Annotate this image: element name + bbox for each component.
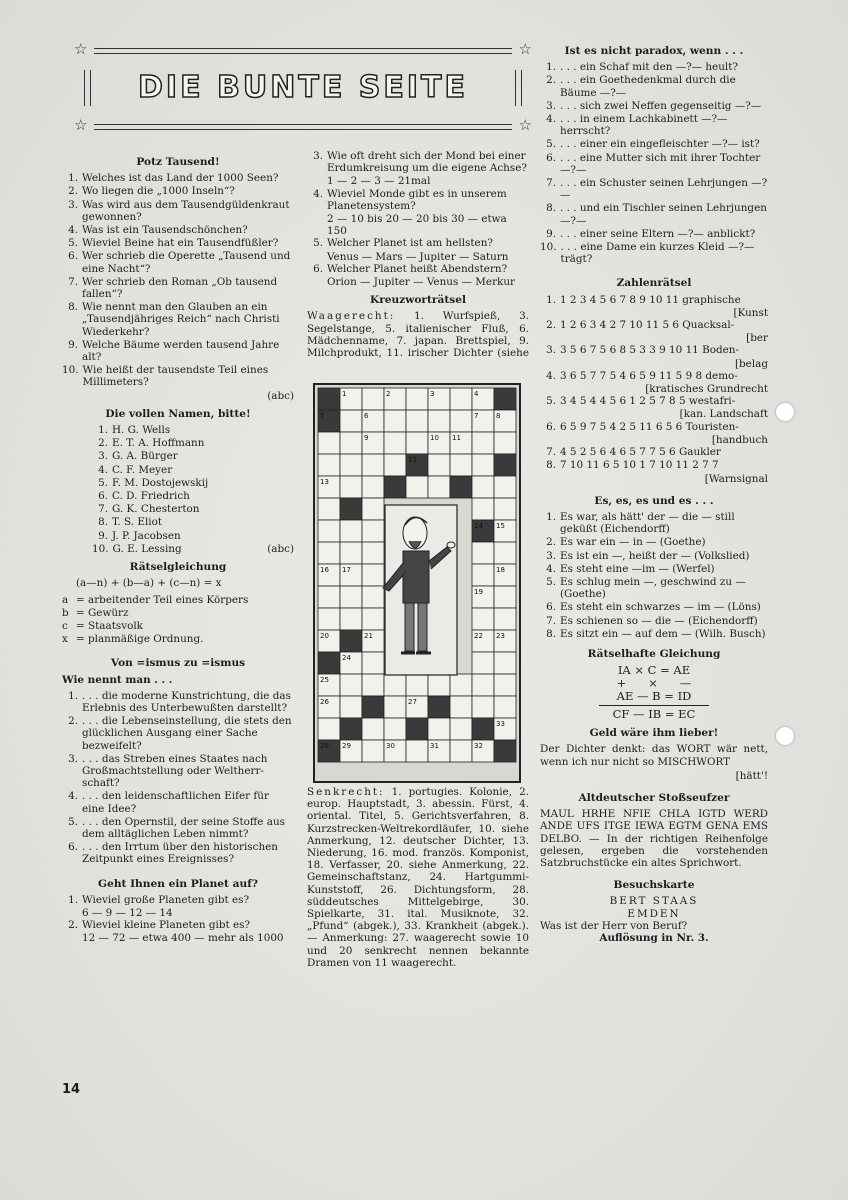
- list-item: 4. Was ist ein Tausendschönchen?: [68, 224, 248, 237]
- list-item: 9. Welche Bäume werden tausend Jahre alt?: [68, 338, 280, 364]
- crossword-cell: [406, 388, 428, 410]
- crossword-number: 9: [364, 434, 369, 442]
- crossword-number: 15: [496, 522, 505, 530]
- header-banner: [72, 40, 534, 138]
- definitions: a = arbeitender Teil eines Körpers b = Gewürz c = Staatsvolk x = planmäßige Ordnung.: [62, 593, 249, 646]
- crossword-cell: [318, 542, 340, 564]
- column-middle: [307, 150, 529, 360]
- list-item: 7. Es schienen so — die — (Eichendorff): [546, 614, 758, 627]
- crossword-cell: [340, 586, 362, 608]
- crossword-cell: [472, 476, 494, 498]
- crossword-cell: [494, 674, 516, 696]
- ismus-subheading: Wie nennt man . . .: [62, 673, 173, 686]
- crossword-cell-black: [494, 740, 516, 762]
- crossword-cell: [318, 520, 340, 542]
- list-item: 1. . . . die moderne Kunstrichtung, die das Erlebnis des Unterbewußten darstellt?: [68, 689, 291, 714]
- crossword-number: 18: [496, 566, 505, 574]
- zahlen-heading: Zahlenrätsel: [616, 277, 692, 290]
- crossword-number: 23: [496, 632, 505, 640]
- list-item: 1. . . . ein Schaf mit den —?— heult?: [546, 61, 738, 74]
- crossword-number: 24: [342, 654, 351, 662]
- potz-list: [62, 172, 294, 402]
- ismus-heading: Von =ismus zu =ismus: [110, 657, 246, 670]
- crossword-cell-black: [318, 652, 340, 674]
- crossword-cell: [362, 542, 384, 564]
- crossword-cell: [428, 476, 450, 498]
- star-icon: ☆: [518, 40, 532, 58]
- crossword-cell: [406, 432, 428, 454]
- list-item: 1. Es war, als hätt' der — die — still geküßt (Eichendorff): [546, 510, 735, 536]
- crossword-cell: [340, 674, 362, 696]
- list-item: 9. J. P. Jacobsen: [98, 529, 181, 542]
- crossword-cell-black: [450, 476, 472, 498]
- crossword-cell: [362, 498, 384, 520]
- crossword-cell-black: [340, 630, 362, 652]
- puzzle-equation: IA × C = AE + × — AE — B = ID CF — IB = EC: [540, 664, 768, 721]
- crossword-cell: [472, 542, 494, 564]
- crossword-number: 30: [386, 742, 395, 750]
- crossword-cell: [362, 564, 384, 586]
- crossword-cell: [318, 608, 340, 630]
- crossword-cell: [362, 674, 384, 696]
- credit: (abc): [267, 542, 294, 555]
- list-item: 5. . . . den Opernstil, der seine Stoffe aus dem alltäglichen Leben nimmt?: [68, 815, 285, 840]
- crossword-cell: [340, 520, 362, 542]
- crossword-cell: [472, 564, 494, 586]
- crossword-cell: [340, 542, 362, 564]
- crossword-cell: [318, 432, 340, 454]
- crossword-number: 20: [320, 632, 329, 640]
- crossword-cell: [406, 476, 428, 498]
- card-city: EMDEN: [627, 907, 681, 920]
- crossword-number: 5: [320, 412, 325, 420]
- crossword-cell: [340, 696, 362, 718]
- crossword-number: 16: [320, 566, 329, 574]
- crossword-cell: [494, 652, 516, 674]
- crossword-cell: [406, 740, 428, 762]
- banner-right-bar: [515, 70, 522, 106]
- punch-hole: [776, 403, 794, 421]
- crossword-cell: [340, 432, 362, 454]
- column-right: [540, 45, 768, 944]
- paradox-list: [540, 61, 768, 265]
- crossword-cell: [450, 388, 472, 410]
- list-item: 3. G. A. Bürger: [98, 450, 178, 463]
- list-item: 7. . . . ein Schuster seinen Lehrjungen —?—: [546, 177, 768, 202]
- stoss-text: MAUL HRHE NFIE CHLA IGTD WERD ANDE UFS ITGE IEWA EGTM GENA EMS DELBO. — In der richtigen Reihenfolge gelesen, ergeben die vorstehenden Satzbruchstücke ein altes Sprichwort.: [540, 808, 768, 869]
- equation: (a—n) + (b—a) + (c—n) = x: [76, 577, 222, 590]
- crossword-cell: [472, 696, 494, 718]
- crossword-cell: [428, 410, 450, 432]
- crossword-cell-black: [472, 718, 494, 740]
- star-icon: ☆: [74, 116, 88, 134]
- crossword-number: 29: [342, 742, 351, 750]
- crossword-cell: [384, 432, 406, 454]
- crossword-cell: [384, 410, 406, 432]
- crossword-cell: [362, 586, 384, 608]
- crossword-cell: [450, 696, 472, 718]
- card-question: Was ist der Herr von Beruf?: [540, 919, 688, 932]
- crossword-cell: [362, 608, 384, 630]
- star-icon: ☆: [74, 40, 88, 58]
- crossword-cell: [472, 454, 494, 476]
- crossword-cell: [450, 410, 472, 432]
- crossword-cell: [428, 674, 450, 696]
- crossword-number: 25: [320, 676, 329, 684]
- list-item: 3. Es ist ein —, heißt der — (Volkslied): [546, 549, 750, 562]
- caricature-image: [383, 505, 457, 675]
- crossword-cell: [494, 476, 516, 498]
- crossword-cell: [384, 718, 406, 740]
- list-item: 8. Wie nennt man den Glauben an ein „Tausendjähriges Reich“ nach Christi Wiederkehr?: [68, 301, 280, 338]
- crossword-cell: [362, 388, 384, 410]
- crossword-cell: [450, 718, 472, 740]
- list-item: 4. . . . in einem Lachkabinett —?— herrscht?: [546, 113, 728, 138]
- list-item: 8. . . . und ein Tischler seinen Lehrjungen —?—: [546, 202, 767, 227]
- list-item: 5. 3 4 5 4 4 5 6 1 2 5 7 8 5 westafri- [kan. Landschaft: [546, 395, 768, 421]
- list-item: 8. Es sitzt ein — auf dem — (Wilh. Busch): [546, 627, 766, 640]
- crossword-cell: [318, 718, 340, 740]
- crossword-cell: [362, 718, 384, 740]
- names-heading: Die vollen Namen, bitte!: [105, 407, 251, 420]
- planet-answers: Venus — Mars — Jupiter — Saturn: [327, 250, 509, 263]
- es-heading: Es, es, es und es . . .: [594, 494, 714, 507]
- crossword-number: 7: [474, 412, 479, 420]
- list-item: 3. . . . das Streben eines Staates nach Großmachtstellung oder Weltherrschaft?: [68, 752, 268, 790]
- list-item: 1. Welches ist das Land der 1000 Seen?: [68, 172, 279, 185]
- list-item: 2. 1 2 6 3 4 2 7 10 11 5 6 Quacksal- [ber: [546, 319, 768, 345]
- besuch-heading: Besuchskarte: [613, 879, 695, 892]
- list-item: 5. Wieviel Beine hat ein Tausendfüßler?: [68, 237, 279, 250]
- crossword-number: 3: [430, 390, 435, 398]
- crossword-cell: [318, 586, 340, 608]
- planet-answers: Orion — Jupiter — Venus — Merkur: [327, 276, 515, 289]
- crossword-number: 17: [342, 566, 351, 574]
- list-item: 6. Welcher Planet heißt Abendstern?: [313, 262, 508, 275]
- potz-heading: Potz Tausend!: [136, 156, 220, 168]
- crossword-cell: [406, 674, 428, 696]
- crossword-cell-black: [340, 718, 362, 740]
- crossword-cell: [472, 432, 494, 454]
- list-item: 2. Es war ein — in — (Goethe): [546, 536, 706, 549]
- list-item: 2. . . . die Lebenseinstellung, die stets den glücklichen Ausgang einer Sache bezweifelt?: [68, 715, 292, 752]
- list-item: 7. G. K. Chesterton: [98, 503, 200, 516]
- crossword-number: 4: [474, 390, 479, 398]
- crossword-number: 2: [386, 390, 391, 398]
- list-item: 5. Welcher Planet ist am hellsten?: [313, 237, 493, 250]
- crossword-cell: [318, 454, 340, 476]
- list-item: 3. 3 5 6 7 5 6 8 5 3 3 9 10 11 Boden- [belag: [546, 344, 768, 370]
- planet-heading: Geht Ihnen ein Planet auf?: [98, 877, 258, 890]
- crossword-cell-black: [362, 696, 384, 718]
- gleichung-heading: Rätselhafte Gleichung: [587, 647, 721, 660]
- crossword-number: 13: [320, 478, 329, 486]
- credit: (abc): [267, 389, 294, 402]
- planet-answers: 1 — 2 — 3 — 21mal: [327, 175, 431, 188]
- list-item: 4. C. F. Meyer: [98, 463, 173, 476]
- crossword-cell: [494, 608, 516, 630]
- list-item: 8. T. S. Eliot: [98, 516, 163, 529]
- crossword-cell: [472, 608, 494, 630]
- crossword-cell: [494, 696, 516, 718]
- crossword-cell: [362, 476, 384, 498]
- crossword-cell-black: [406, 718, 428, 740]
- list-item: 5. Es schlug mein —, geschwind zu — (Goethe): [546, 575, 746, 601]
- crossword-cell: [384, 674, 406, 696]
- planet-answers: 12 — 72 — etwa 400 — mehr als 1000: [82, 932, 284, 945]
- crossword-number: 12: [408, 456, 417, 464]
- crossword-number: 1: [342, 390, 347, 398]
- list-item: 10. Wie heißt der tausendste Teil eines Millimeters?: [62, 364, 269, 389]
- column-middle-lower: [307, 786, 529, 971]
- planet-answers: 2 — 10 bis 20 — 20 bis 30 — etwa 150: [327, 213, 507, 238]
- equation-divider: [599, 705, 709, 706]
- list-item: 5. F. M. Dostojewskij: [98, 476, 209, 489]
- list-item: 1. H. G. Wells: [98, 424, 171, 437]
- list-item: 1. 1 2 3 4 5 6 7 8 9 10 11 graphische [Kunst: [546, 293, 768, 319]
- page-number: 14: [62, 1082, 81, 1097]
- crossword-cell: [362, 740, 384, 762]
- planet-answers: 6 — 9 — 12 — 14: [82, 906, 173, 919]
- crossword-cell: [494, 542, 516, 564]
- list-item: 6. 6 5 9 7 5 4 2 5 11 6 5 6 Touristen- [handbuch: [546, 420, 768, 446]
- senkrecht-clues: Senkrecht: 1. portugies. Kolonie, 2. europ. Hauptstadt, 3. abessin. Fürst, 4. oriental. Titel, 5. Gerichtsverfahren, 8. Kurzstrecken-Weltrekordläufer, 10. siehe Anmerkung, 12. deutscher Dichter, 13. Niederung, 16. mod. französ. Komponist, 18. Verfasser, 20. siehe Anmerkung, 22. Gemeinschaftstanz, 24. Hartgummi-Kunststoff, 26. Dichtungsform, 28. süddeutsches Mittelgebirge, 30. Spielkarte, 31. ital. Musiknote, 32. „Pfund“ (abgek.), 33. Krankheit (abgek.). — Anmerkung: 27. waagerecht sowie 10 und 20 senkrecht nennen bekannte Dramen von 11 waagerecht.: [307, 786, 529, 969]
- crossword-cell: [384, 454, 406, 476]
- paradox-heading: Ist es nicht paradox, wenn . . .: [564, 45, 744, 57]
- list-item: 6. Wer schrieb die Operette „Tausend und eine Nacht“?: [68, 250, 291, 275]
- crossword-cell-black: [494, 454, 516, 476]
- crossword-cell-black: [428, 696, 450, 718]
- list-item: 8. 7 10 11 6 5 10 1 7 10 11 2 7 7 [Warnsignal: [546, 459, 768, 485]
- list-item: 9. . . . einer seine Eltern —?— anblickt?: [546, 227, 756, 240]
- kreuz-heading: Kreuzworträtsel: [370, 294, 466, 307]
- list-item: 2. E. T. A. Hoffmann: [98, 437, 205, 450]
- list-item: 10. . . . eine Dame ein kurzes Kleid —?— trägt?: [540, 241, 755, 266]
- list-item: 10. G. E. Lessing (abc): [92, 542, 294, 555]
- list-item: 4. 3 6 5 7 7 5 4 6 5 9 11 5 9 8 demo- [kratisches Grundrecht: [546, 369, 768, 396]
- crossword-cell: [472, 674, 494, 696]
- page-title: DIE BUNTE SEITE: [138, 70, 468, 105]
- crossword-cell: [428, 454, 450, 476]
- list-item: 7. Wer schrieb den Roman „Ob tausend fallen“?: [68, 275, 278, 301]
- crossword-cell: [428, 718, 450, 740]
- list-item: 2. Wo liegen die „1000 Inseln“?: [68, 185, 235, 198]
- crossword-cell: [384, 696, 406, 718]
- crossword-cell-black: [384, 476, 406, 498]
- raetselgleichung-heading: Rätselgleichung: [129, 561, 227, 574]
- crossword-cell: [450, 674, 472, 696]
- geld-heading: Geld wäre ihm lieber!: [589, 727, 719, 740]
- crossword-number: 28: [320, 742, 329, 750]
- crossword-cell: [318, 498, 340, 520]
- ismus-list: [62, 690, 294, 866]
- crossword-number: 22: [474, 632, 483, 640]
- crossword-number: 14: [474, 522, 483, 530]
- list-item: 6. . . . den Irrtum über den historischen Zeitpunkt eines Ereignisses?: [68, 841, 278, 866]
- crossword-cell: [362, 652, 384, 674]
- crossword-number: 33: [496, 720, 505, 728]
- crossword-number: 10: [430, 434, 439, 442]
- crossword-cell: [494, 432, 516, 454]
- crossword-cell: [340, 410, 362, 432]
- crossword-number: 8: [496, 412, 501, 420]
- crossword-cell: [472, 498, 494, 520]
- list-item: 2. Wieviel kleine Planeten gibt es?: [68, 919, 251, 932]
- list-item: 6. C. D. Friedrich: [98, 490, 190, 503]
- crossword-cell: [362, 454, 384, 476]
- crossword-cell: [362, 520, 384, 542]
- banner-top-rule: [94, 48, 512, 54]
- list-item: 3. Wie oft dreht sich der Mond bei einer Erdumkreisung um die eigene Achse?: [313, 150, 527, 175]
- crossword-cell: [494, 498, 516, 520]
- crossword-cell: [340, 454, 362, 476]
- list-item: 6. . . . eine Mutter sich mit ihrer Tochter —?—: [546, 151, 761, 176]
- names-list: [62, 424, 294, 555]
- crossword-number: 11: [452, 434, 461, 442]
- solution-note: Auflösung in Nr. 3.: [599, 931, 709, 944]
- waagerecht-clues: Waagerecht: 1. Wurfspieß, 3. Segelstange, 5. italienischer Fluß, 6. Mädchenname, 7. japan. Brettspiel, 9. Milchprodukt, 11. irischer Dichter (siehe: [307, 310, 529, 359]
- crossword-number: 21: [364, 632, 373, 640]
- crossword-cell-black: [494, 388, 516, 410]
- crossword-cell-black: [318, 388, 340, 410]
- crossword-number: 26: [320, 698, 329, 706]
- list-item: 3. . . . sich zwei Neffen gegenseitig —?—: [546, 99, 762, 112]
- list-item: 7. 4 5 2 5 6 4 6 5 7 7 5 6 Gaukler: [546, 446, 721, 459]
- list-item: 4. . . . den leidenschaftlichen Eifer für eine Idee?: [68, 790, 269, 815]
- crossword-cell: [450, 454, 472, 476]
- card-name: BERT STAAS: [609, 895, 699, 908]
- punch-hole: [776, 727, 794, 745]
- crossword-cell: [450, 740, 472, 762]
- crossword-number: 19: [474, 588, 483, 596]
- crossword-cell: [406, 410, 428, 432]
- crossword-cell: [340, 608, 362, 630]
- list-item: 4. Es steht eine —im — (Werfel): [546, 562, 715, 575]
- crossword-grid: [313, 383, 521, 783]
- crossword-number: 6: [364, 412, 369, 420]
- crossword-number: 31: [430, 742, 439, 750]
- geld-text: Der Dichter denkt: das WORT wär nett, wenn ich nur nicht so MISCHWORT: [540, 743, 768, 768]
- list-item: 5. . . . einer ein eingefleischter —?— ist?: [546, 138, 760, 151]
- banner-bottom-rule: [94, 124, 512, 130]
- stoss-heading: Altdeutscher Stoßseufzer: [578, 791, 730, 804]
- banner-left-bar: [84, 70, 91, 106]
- crossword-cell-black: [340, 498, 362, 520]
- list-item: 6. Es steht ein schwarzes — im — (Löns): [546, 601, 761, 614]
- column-left: [62, 150, 294, 945]
- crossword-number: 27: [408, 698, 417, 706]
- crossword-cell: [494, 586, 516, 608]
- crossword-number: 32: [474, 742, 483, 750]
- list-item: 4. Wieviel Monde gibt es in unserem Planetensystem?: [313, 187, 507, 212]
- list-item: 1. Wieviel große Planeten gibt es?: [68, 893, 250, 906]
- es-list: [540, 511, 768, 640]
- crossword-cell: [340, 476, 362, 498]
- list-item: 2. . . . ein Goethedenkmal durch die Bäume —?—: [546, 74, 736, 99]
- star-icon: ☆: [518, 116, 532, 134]
- geld-tail: [hätt'!: [735, 769, 768, 782]
- crossword-cell: [472, 652, 494, 674]
- zahlen-list: [540, 294, 768, 485]
- list-item: 3. Was wird aus dem Tausendgüldenkraut gewonnen?: [68, 198, 290, 223]
